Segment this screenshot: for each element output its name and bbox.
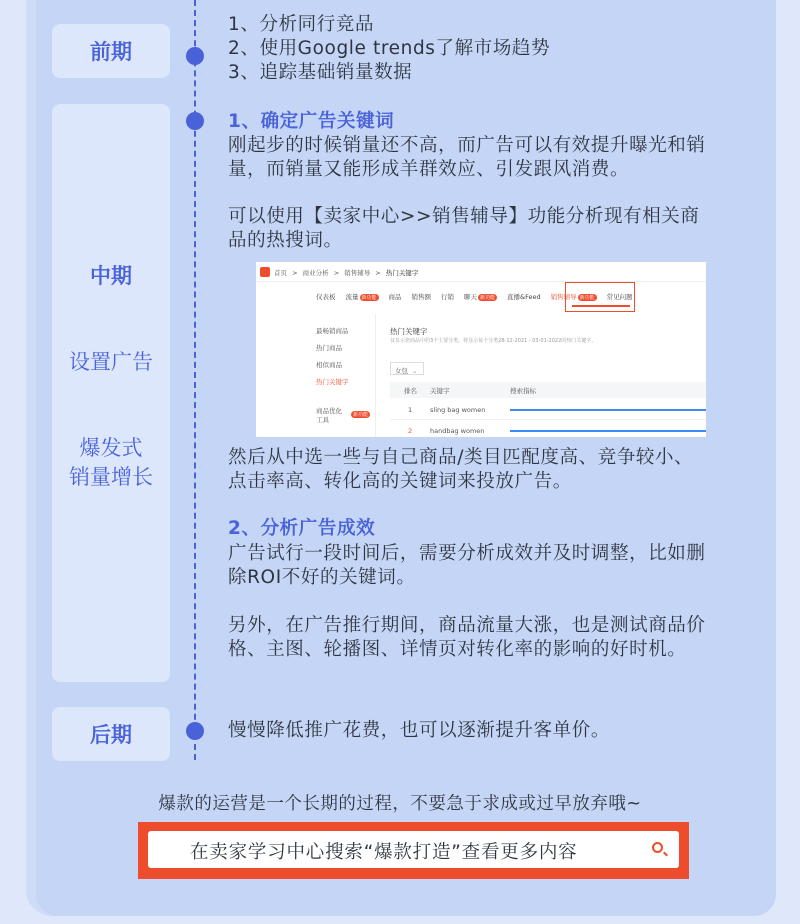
search-index-bar	[510, 430, 706, 432]
active-tab-underline	[572, 305, 630, 307]
nav-item-label: 流量	[345, 293, 359, 301]
early-list	[228, 13, 758, 85]
screenshot-main-title: 热门关键字	[390, 327, 428, 336]
table-row	[390, 421, 706, 437]
nav-item: 常见问题	[606, 293, 633, 301]
seller-center-screenshot	[256, 262, 706, 437]
phase-late-label	[52, 707, 170, 761]
phase-early-label	[52, 24, 170, 78]
new-badge: 新功能	[361, 295, 377, 301]
crumb: 首页	[274, 269, 287, 277]
category-select	[390, 362, 424, 375]
middle-para-1	[228, 134, 758, 182]
early-item: 2、使用Google trends了解市场趋势	[228, 38, 551, 59]
screenshot-sidebar	[256, 314, 376, 437]
table-header	[390, 382, 706, 398]
early-item: 1、分析同行竞品	[228, 14, 375, 35]
side-item: 商品优化工具	[316, 407, 342, 424]
new-badge: 新功能	[353, 412, 369, 418]
middle-heading-1: 1、确定广告关键词	[228, 111, 395, 132]
text-line: 可以使用【卖家中心>>销售辅导】功能分析现有相关商	[228, 206, 700, 227]
nav-item-label: 销售辅导	[550, 293, 577, 301]
nav-item	[464, 292, 497, 301]
side-item: 最畅销商品	[316, 327, 349, 335]
nav-item-label: 聊天	[464, 293, 478, 301]
late-text: 慢慢降低推广花费，也可以逐渐提升客单价。	[228, 720, 611, 741]
header-index: 搜索指标	[510, 387, 536, 395]
highlight-box	[565, 282, 635, 312]
crumb: 热门关键字	[385, 269, 419, 277]
nav-item	[346, 292, 379, 301]
search-icon[interactable]	[652, 842, 663, 853]
phase-middle-sub2-line2: 销量增长	[69, 465, 153, 489]
footer-note: 爆款的运营是一个长期的过程，不要急于求成或过早放弃哦~	[158, 794, 642, 814]
side-item: 相似商品	[316, 361, 342, 369]
side-new-badge	[350, 410, 370, 418]
search-index-bar	[510, 409, 706, 411]
phase-early-text: 前期	[90, 40, 132, 64]
nav-item: 行销	[441, 293, 455, 301]
screenshot-topbar	[256, 262, 706, 282]
new-badge: 新功能	[579, 295, 595, 301]
middle-para-3	[228, 446, 758, 494]
text-line: 然后从中选一些与自己商品/类目匹配度高、竞争较小、	[228, 447, 694, 468]
chevron-down-icon: ⌄	[412, 367, 418, 375]
table-row	[390, 400, 706, 420]
text-line: 格、主图、轮播图、详情页对转化率的影响的好时机。	[228, 639, 687, 660]
text-line: 除ROI不好的关键词。	[228, 567, 416, 588]
screenshot-breadcrumb	[274, 268, 421, 277]
middle-para-2	[228, 205, 758, 253]
row-keyword: sling bag women	[430, 406, 486, 414]
middle-heading-2: 2、分析广告成效	[228, 518, 376, 539]
text-line: 品的热搜词。	[228, 230, 343, 251]
shopee-bag-icon	[260, 267, 270, 277]
text-line: 点击率高、转化高的关键词来投放广告。	[228, 471, 572, 492]
crumb-sep: >	[292, 269, 298, 277]
header-keyword: 关键字	[430, 387, 450, 395]
phase-middle-sub1: 设置广告	[69, 350, 153, 374]
crumb: 商业分析	[302, 269, 329, 277]
middle-para-4	[228, 542, 758, 590]
nav-item: 销售额	[411, 293, 432, 301]
timeline-dot-early	[186, 47, 204, 65]
text-line: 广告试行一段时间后，需要分析成效并及时调整，比如删	[228, 543, 706, 564]
early-item: 3、追踪基础销量数据	[228, 62, 413, 83]
side-item-active: 热门关键字	[316, 378, 349, 386]
side-item: 热门商品	[316, 344, 342, 352]
crumb-sep: >	[333, 269, 340, 277]
search-banner-text[interactable]: 在卖家学习中心搜索“爆款打造”查看更多内容	[190, 842, 578, 863]
timeline-dot-middle	[186, 112, 204, 130]
header-rank: 排名	[404, 387, 417, 395]
nav-item: 直播&Feed	[507, 293, 541, 301]
phase-middle-title: 中期	[90, 264, 132, 288]
text-line: 另外，在广告推行期间，商品流量大涨，也是测试商品价	[228, 615, 706, 636]
phase-middle-sub2-line1: 爆发式	[79, 436, 143, 460]
timeline-dot-late	[186, 722, 204, 740]
text-line: 刚起步的时候销量还不高，而广告可以有效提升曝光和销	[228, 135, 706, 156]
crumb-sep: >	[375, 269, 381, 277]
row-rank: 2	[408, 427, 413, 435]
nav-item: 仪表板	[316, 293, 336, 301]
text-line: 量，而销量又能形成羊群效应、引发跟风消费。	[228, 159, 630, 180]
phase-middle-label	[52, 104, 170, 682]
middle-para-5	[228, 614, 758, 662]
nav-item: 商品	[388, 293, 402, 301]
row-keyword: handbag women	[430, 427, 485, 435]
phase-late-text: 后期	[90, 723, 132, 747]
screenshot-main-sub: 仅显示您商品中的3个主要分类。将显示每个分类28-12-2021 - 03-01-2022的热门关键字。	[390, 338, 597, 344]
new-badge: 新功能	[480, 295, 496, 301]
crumb: 销售辅导	[344, 269, 371, 277]
select-value: 女包	[395, 367, 408, 375]
row-rank: 1	[408, 406, 413, 414]
